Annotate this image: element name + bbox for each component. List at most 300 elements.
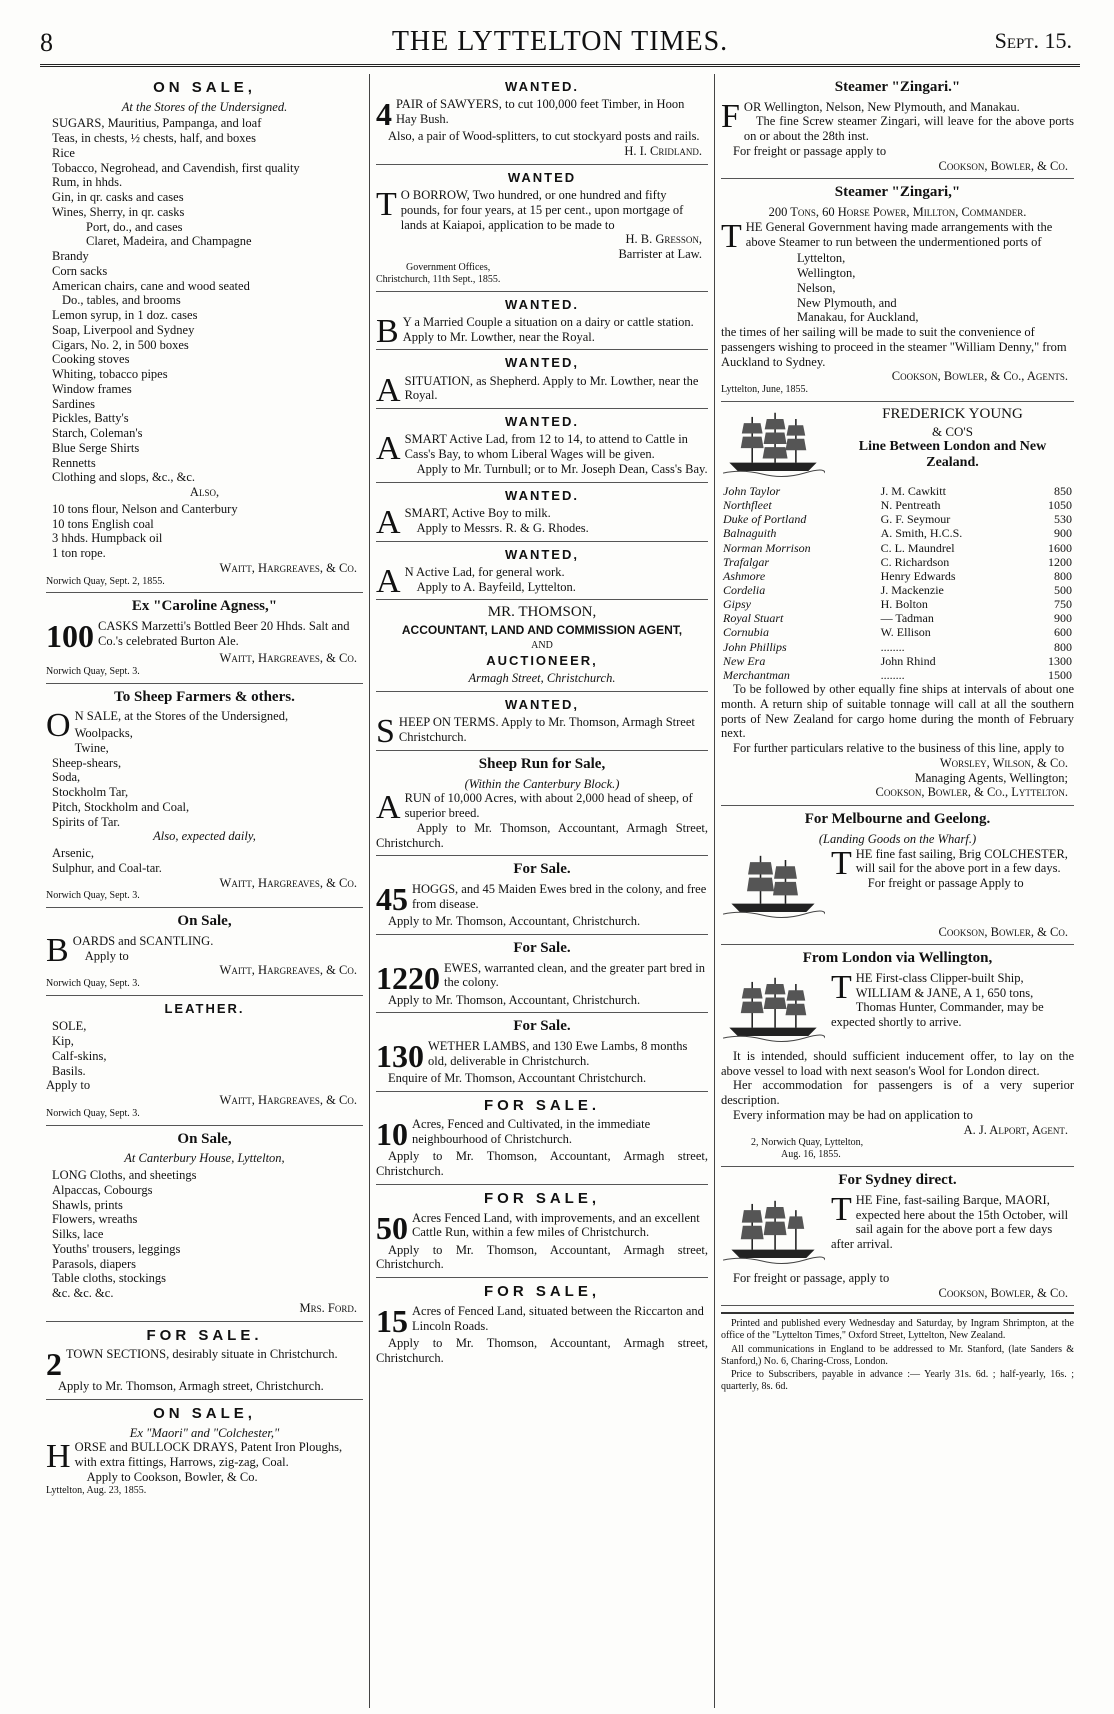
ad-body: Her accommodation for passengers is of a very superior description. — [721, 1078, 1074, 1108]
ad-apply: Apply to Mr. Thomson, Accountant, Christchurch. — [388, 992, 641, 1007]
list-item: Silks, lace — [52, 1227, 104, 1241]
ad-heading: ON SALE, — [153, 79, 256, 96]
list-item: Soap, Liverpool and Sydney — [52, 322, 195, 337]
ad-body: the times of her sailing will be made to suit the convenience of passengers wishing to proceed in the steamer "William Denny," from Auckland to Sydney. — [721, 325, 1067, 369]
ship-name: Balnaguith — [723, 526, 777, 541]
ad-body: Every information may be had on application to — [733, 1107, 973, 1122]
ad-subheading: Ex "Maori" and "Colchester," — [129, 1425, 280, 1440]
list-item: Rennetts — [52, 455, 96, 470]
advertiser-signature: Waitt, Hargreaves, & Co. — [219, 963, 357, 978]
list-item: Corn sacks — [52, 263, 108, 278]
ad-subheading: (Within the Canterbury Block.) — [464, 776, 620, 791]
ad-apply: Apply to — [84, 948, 129, 963]
ship-tonnage: 850 — [1054, 483, 1072, 498]
advertiser-signature: Waitt, Hargreaves, & Co. — [219, 1093, 357, 1108]
ad-boards — [46, 908, 363, 996]
ad-body: A RUN of 10,000 Acres, with about 2,000 head of sheep, of superior breed. — [376, 789, 693, 827]
imprint-text: Price to Subscribers, payable in advance :— Yearly 31s. 6d. ; half-yearly, 16s. ; quarterly, 8s. 6d. — [721, 1369, 1074, 1393]
list-item: Nelson, — [797, 280, 836, 295]
list-item: Stockholm Tar, — [52, 785, 129, 800]
ship-master: G. F. Seymour — [880, 512, 951, 527]
quantity-numeral: 1220 — [376, 959, 440, 996]
drop-cap: T — [721, 217, 742, 255]
ship-name: Ashmore — [723, 568, 766, 583]
list-item: Arsenic, — [52, 846, 94, 861]
list-item: Rum, in hhds. — [52, 175, 123, 190]
ad-apply: Apply to Cookson, Bowler, & Co. — [86, 1469, 258, 1484]
ad-heading: Steamer "Zingari," — [834, 184, 961, 201]
ship-master: H. Bolton — [880, 597, 928, 612]
ad-sheep-on-terms — [376, 692, 708, 751]
ship-name: Gipsy — [723, 597, 751, 612]
fleet-table — [721, 484, 1074, 682]
ad-body: To be followed by other equally fine ships at intervals of about one month. A return ship of suitable tonnage will call at all the southern ports of New Zealand for cargo home during the month of February next. — [721, 682, 1074, 741]
list-item: Basils. — [52, 1063, 86, 1078]
ad-frederick-young — [721, 402, 1074, 806]
ad-body: A SMART, Active Boy to milk. — [376, 504, 551, 542]
ad-apply: Apply to Mr. Thomson, Accountant, Armagh street, Christchurch. — [376, 1335, 708, 1365]
ad-apply: Apply to Messrs. R. & G. Rhodes. — [416, 520, 589, 535]
ad-place-date: Norwich Quay, Sept. 3. — [46, 890, 140, 902]
ad-london-wellington — [721, 945, 1074, 1167]
ship-name: John Phillips — [723, 639, 787, 654]
advertiser-signature: Waitt, Hargreaves, & Co. — [219, 560, 357, 575]
list-item: Lyttelton, — [797, 251, 846, 266]
page-number: 8 — [40, 28, 53, 57]
ad-town-sections — [46, 1322, 363, 1400]
ad-place: 2, Norwich Quay, Lyttelton, — [751, 1137, 864, 1149]
ad-zingari-2 — [721, 179, 1074, 401]
goods-list — [46, 846, 363, 876]
goods-list — [46, 726, 363, 829]
ad-heading: FOR SALE, — [483, 1189, 600, 1207]
ad-body: B Y a Married Couple a situation on a dairy or cattle station. Apply to Mr. Lowther, near the Royal. — [376, 312, 694, 350]
drop-cap: F — [721, 97, 740, 135]
ad-caroline-agness — [46, 593, 363, 683]
list-item: Parasols, diapers — [52, 1256, 137, 1271]
column-2 — [370, 74, 715, 1708]
ship-master: C. Richardson — [880, 554, 950, 569]
ad-apply: Apply to Mr. Thomson, Accountant, Armagh Street, Christchurch. — [376, 820, 708, 850]
ship-tonnage: 1050 — [1048, 498, 1072, 513]
list-item: Teas, in chests, ½ chests, half, and boxes — [52, 131, 256, 146]
ad-apply: Apply to Mr. Turnbull; or to Mr. Joseph Dean, Cass's Bay. — [416, 461, 708, 476]
ad-body: EWES, warranted clean, and the greater part bred in the colony. — [444, 960, 705, 990]
list-item: 10 tons English coal — [52, 516, 154, 531]
ad-apply: Enquire of Mr. Thomson, Accountant Christchurch. — [388, 1070, 647, 1085]
ad-heading: For Sale. — [513, 939, 571, 956]
ad-melbourne — [721, 806, 1074, 945]
ad-body: THE First-class Clipper-built Ship, WILLIAM & JANE, A 1, 650 tons, Thomas Hunter, Commander, may be expected shortly to arrive. — [831, 968, 1044, 1030]
advertiser-signature: Waitt, Hargreaves, & Co. — [219, 875, 357, 890]
ad-title: AUCTIONEER, — [486, 653, 598, 669]
ad-heading: WANTED. — [505, 79, 579, 94]
ad-body: It is intended, should sufficient inducement offer, to lay on the above vessel to load with next season's Wool for London direct. — [721, 1048, 1074, 1078]
list-item: 1 ton rope. — [52, 546, 106, 561]
list-item: Alpaccas, Cobourgs — [52, 1182, 153, 1197]
ad-ten-acres — [376, 1092, 708, 1185]
list-item: LONG Cloths, and sheetings — [52, 1168, 197, 1182]
ad-subheading: At Canterbury House, Lyttelton, — [124, 1151, 285, 1166]
list-item: Gin, in qr. casks and cases — [52, 190, 184, 205]
ad-heading: & CO'S — [932, 423, 973, 439]
column-3 — [715, 74, 1080, 1708]
ad-place-date: Norwich Quay, Sept. 3. — [46, 1107, 140, 1119]
ship-name: Duke of Portland — [723, 512, 807, 527]
advertiser-signature: Cookson, Bowler, & Co., Lyttelton. — [875, 785, 1068, 800]
ship-master: John Rhind — [880, 653, 936, 668]
list-item: Pitch, Stockholm and Coal, — [52, 799, 190, 814]
ship-name: Merchantman — [723, 667, 790, 682]
ad-active-lad — [376, 409, 708, 483]
ad-horse-drays — [46, 1400, 363, 1501]
ad-heading: WANTED. — [505, 296, 579, 312]
ship-master: C. L. Maundrel — [880, 540, 955, 555]
ad-subheading: (Landing Goods on the Wharf.) — [818, 831, 977, 846]
ship-name: New Era — [723, 653, 766, 668]
ad-heading: For Melbourne and Geelong. — [804, 811, 991, 828]
drop-cap: T — [376, 186, 397, 224]
advertiser-signature: Cookson, Bowler, & Co., Agents. — [891, 369, 1068, 384]
ad-heading: On Sale, — [177, 913, 232, 930]
ad-body: HOGGS, and 45 Maiden Ewes bred in the colony, and free from disease. — [412, 882, 707, 911]
ad-body: A SITUATION, as Shepherd. Apply to Mr. Lowther, near the Royal. — [376, 371, 699, 409]
ad-body: The fine Screw steamer Zingari, will leave for the above ports on or about the 28th inst. — [743, 114, 1074, 144]
ad-general-work — [376, 542, 708, 601]
list-item: Clothing and slops, &c., &c. — [52, 470, 196, 485]
table-row — [721, 597, 1074, 611]
ship-illustration — [721, 1195, 825, 1269]
quantity-numeral: 50 — [376, 1209, 408, 1246]
ad-body: FOR Wellington, Nelson, New Plymouth, and Manakau. — [721, 97, 1020, 135]
table-row — [721, 569, 1074, 583]
list-item: SUGARS, Mauritius, Pampanga, and loaf — [52, 116, 262, 131]
list-item: Wellington, — [797, 266, 856, 281]
table-row — [721, 484, 1074, 498]
ship-tonnage: 1300 — [1048, 653, 1072, 668]
list-item: Kip, — [52, 1034, 74, 1049]
ad-stores-on-sale — [46, 74, 363, 593]
list-item: Spirits of Tar. — [52, 814, 120, 829]
ship-master: J. M. Cawkitt — [880, 483, 946, 498]
list-item: Shawls, prints — [52, 1197, 123, 1212]
ship-tonnage: 1600 — [1048, 540, 1072, 555]
ship-master: A. Smith, H.C.S. — [880, 526, 963, 541]
ad-body: Acres Fenced Land, with improvements, and an excellent Cattle Run, within a few miles of Christchurch. — [412, 1210, 700, 1240]
issue-date: Sept. 15. — [994, 28, 1072, 53]
advertiser-signature: Worsley, Wilson, & Co. — [939, 755, 1068, 770]
ship-illustration — [721, 408, 825, 482]
ad-body: THE fine fast sailing, Brig COLCHESTER, will sail for the above port in a few days. — [831, 844, 1068, 882]
ship-tonnage: 800 — [1054, 639, 1072, 654]
drop-cap: A — [376, 562, 401, 600]
ship-illustration — [721, 849, 825, 923]
ad-apply: Apply to — [46, 1078, 91, 1093]
masthead — [40, 18, 1080, 67]
ad-body: PAIR of SAWYERS, to cut 100,000 feet Timber, in Hoon Hay Bush. — [396, 97, 685, 127]
ad-date: Aug. 16, 1855. — [781, 1149, 841, 1161]
quantity-numeral: 130 — [376, 1037, 424, 1074]
list-item: Claret, Madeira, and Champagne — [86, 234, 252, 249]
drop-cap: B — [46, 931, 69, 969]
ad-subheading: At the Stores of the Undersigned. — [121, 99, 288, 114]
ad-subheading: 200 Tons, 60 Horse Power, Millton, Commander. — [768, 205, 1027, 220]
ad-canterbury-house — [46, 1126, 363, 1322]
ad-heading: WANTED. — [505, 487, 579, 503]
ad-place: Government Offices, — [406, 261, 491, 273]
ad-place-date: Lyttelton, June, 1855. — [721, 384, 808, 396]
table-row — [721, 640, 1074, 654]
list-item: SOLE, — [52, 1019, 87, 1034]
list-item: Starch, Coleman's — [52, 426, 143, 441]
drop-cap: S — [376, 713, 395, 751]
list-item: Blue Serge Shirts — [52, 440, 140, 455]
list-item: New Plymouth, and — [797, 295, 897, 310]
list-item: Soda, — [52, 770, 81, 785]
ship-tonnage: 800 — [1054, 568, 1072, 583]
drop-cap: A — [376, 430, 401, 468]
table-row — [721, 526, 1074, 540]
ad-place-date: Norwich Quay, Sept. 3. — [46, 665, 140, 677]
ad-heading: WANTED, — [505, 546, 579, 562]
printer-imprint — [721, 1312, 1074, 1393]
ship-master: ........ — [880, 667, 905, 682]
ad-body: CASKS Marzetti's Bottled Beer 20 Hhds. Salt and Co.'s celebrated Burton Ale. — [98, 619, 350, 648]
list-item: Do., tables, and brooms — [62, 293, 181, 308]
list-item: Table cloths, stockings — [52, 1271, 167, 1286]
ad-body: T O BORROW, Two hundred, or one hundred and fifty pounds, for four years, at 15 per cent., upon mortgage of lands at Kaiapoi, application to be made to — [376, 186, 684, 232]
ad-place-date: Norwich Quay, Sept. 3. — [46, 978, 140, 990]
table-row — [721, 498, 1074, 512]
ship-name: Trafalgar — [723, 554, 770, 569]
ad-place-date: Lyttelton, Aug. 23, 1855. — [46, 1484, 147, 1496]
list-item: Cooking stoves — [52, 352, 130, 367]
ad-heading: ON SALE, — [153, 1404, 256, 1422]
table-row — [721, 611, 1074, 625]
newspaper-title: THE LYTTELTON TIMES. — [391, 26, 729, 57]
list-item: Calf-skins, — [52, 1048, 107, 1063]
quantity-numeral: 15 — [376, 1302, 408, 1339]
advertiser-title: Barrister at Law. — [618, 247, 702, 262]
ad-shepherd — [376, 350, 708, 409]
drop-cap: A — [376, 789, 401, 827]
advertiser-title: Managing Agents, Wellington; — [914, 770, 1068, 785]
ship-name: Norman Morrison — [723, 540, 811, 555]
list-item: 10 tons flour, Nelson and Canterbury — [52, 501, 238, 516]
ship-tonnage: 1200 — [1048, 554, 1072, 569]
ad-sawyers — [376, 74, 708, 165]
ad-hoggs — [376, 856, 708, 934]
ad-apply: Apply to Mr. Thomson, Accountant, Armagh street, Christchurch. — [376, 1149, 708, 1179]
drop-cap: A — [376, 504, 401, 542]
column-1 — [40, 74, 370, 1708]
table-row — [721, 625, 1074, 639]
drop-cap: O — [46, 707, 71, 745]
list-item: Lemon syrup, in 1 doz. cases — [52, 308, 198, 323]
advertiser-signature: A. J. Alport, Agent. — [963, 1122, 1068, 1137]
ad-body: THE Fine, fast-sailing Barque, MAORI, expected here about the 15th October, will sail again for the above port a few days after arrival. — [831, 1190, 1069, 1252]
ship-master: ........ — [880, 639, 905, 654]
ad-heading: Sheep Run for Sale, — [478, 755, 606, 772]
ad-heading: FOR SALE. — [483, 1096, 600, 1114]
ad-body: SHEEP ON TERMS. Apply to Mr. Thomson, Armagh Street Christchurch. — [376, 713, 695, 751]
newspaper-page — [40, 18, 1080, 1708]
drop-cap: B — [376, 312, 399, 350]
table-row — [721, 583, 1074, 597]
ad-body: Acres of Fenced Land, situated between the Riccarton and Lincoln Roads. — [412, 1303, 704, 1333]
ad-heading: For Sale. — [513, 1018, 571, 1035]
ad-heading: WANTED. — [505, 414, 579, 430]
list-item: Port, do., and cases — [86, 219, 183, 234]
ad-body: For freight or passage apply to — [733, 143, 887, 158]
ad-apply: Apply to Mr. Thomson, Accountant, Christchurch. — [388, 914, 641, 929]
ship-name: Cornubia — [723, 625, 770, 640]
ad-address: Armagh Street, Christchurch. — [468, 671, 616, 686]
ship-tonnage: 1500 — [1048, 667, 1072, 682]
ad-body: WETHER LAMBS, and 130 Ewe Lambs, 8 months old, deliverable in Christchurch. — [428, 1038, 688, 1068]
advertiser-signature: Waitt, Hargreaves, & Co. — [219, 651, 357, 666]
ad-heading: FREDERICK YOUNG — [882, 405, 1023, 422]
ship-tonnage: 900 — [1054, 526, 1072, 541]
ad-body: Also, a pair of Wood-splitters, to cut stockyard posts and rails. — [388, 129, 700, 144]
list-item: Manakau, for Auckland, — [797, 310, 919, 325]
goods-list — [46, 116, 363, 485]
table-row — [721, 555, 1074, 569]
also-label: Also, expected daily, — [153, 829, 256, 844]
ad-heading: For Sale. — [513, 861, 571, 878]
list-item: Twine, — [74, 740, 109, 755]
ad-sheep-run — [376, 751, 708, 856]
quantity-numeral: 10 — [376, 1116, 408, 1153]
ship-name: Northfleet — [723, 498, 772, 513]
list-item: Wines, Sherry, in qr. casks — [52, 204, 185, 219]
ship-name: John Taylor — [723, 483, 781, 498]
list-item: Cigars, No. 2, in 500 boxes — [52, 337, 189, 352]
ship-tonnage: 900 — [1054, 611, 1072, 626]
list-item: Sulphur, and Coal-tar. — [52, 860, 162, 875]
ad-mr-thomson — [376, 600, 708, 692]
ship-master: W. Ellison — [880, 625, 931, 640]
list-item: Pickles, Batty's — [52, 411, 129, 426]
ad-place-date: Norwich Quay, Sept. 2, 1855. — [46, 575, 165, 587]
list-item: American chairs, cane and wood seated — [52, 278, 250, 293]
list-item: Flowers, wreaths — [52, 1212, 138, 1227]
list-item: 3 hhds. Humpback oil — [52, 531, 163, 546]
list-item: Rice — [52, 145, 75, 160]
ship-tonnage: 530 — [1054, 512, 1072, 527]
ad-fifty-acres — [376, 1185, 708, 1278]
list-item: Tobacco, Negrohead, and Cavendish, first quality — [52, 160, 300, 175]
ad-apply: Apply to Mr. Thomson, Armagh street, Christchurch. — [58, 1379, 324, 1394]
ship-name: Royal Stuart — [723, 611, 784, 626]
drop-cap: T — [831, 844, 852, 882]
ad-zingari-1 — [721, 74, 1074, 179]
imprint-text: Printed and published every Wednesday and Saturday, by Ingram Shrimpton, at the office of the "Lyttelton Times," Oxford Street, Lyttelton, New Zealand. — [721, 1318, 1074, 1342]
drop-cap: A — [376, 371, 401, 409]
ship-name: Cordelia — [723, 583, 766, 598]
ad-heading: LEATHER. — [164, 1000, 245, 1016]
ad-married-couple — [376, 292, 708, 351]
ad-leather — [46, 996, 363, 1126]
table-row — [721, 668, 1074, 682]
ship-tonnage: 500 — [1054, 583, 1072, 598]
ad-heading: WANTED, — [505, 355, 579, 371]
ad-heading: WANTED — [507, 169, 577, 185]
list-item: Brandy — [52, 249, 89, 264]
ad-heading: Ex "Caroline Agness," — [131, 598, 278, 615]
quantity-numeral: 4 — [376, 96, 392, 133]
table-row — [721, 512, 1074, 526]
ad-apply: Apply to Mr. Thomson, Accountant, Armagh street, Christchurch. — [376, 1242, 708, 1272]
ad-body: THE General Government having made arrangements with the above Steamer to run between the undermentioned ports of — [721, 217, 1053, 255]
ad-body: For further particulars relative to the business of this line, apply to — [733, 741, 1065, 756]
list-item: Window frames — [52, 381, 132, 396]
ad-body: Acres, Fenced and Cultivated, in the immediate neighbourhood of Christchurch. — [412, 1117, 651, 1147]
quantity-numeral: 2 — [46, 1346, 62, 1383]
table-row — [721, 541, 1074, 555]
ad-heading: FOR SALE. — [146, 1326, 263, 1344]
quantity-numeral: 100 — [46, 618, 94, 655]
list-item: &c. &c. &c. — [52, 1286, 114, 1300]
ad-heading: For Sydney direct. — [838, 1172, 957, 1189]
ship-master: Henry Edwards — [880, 568, 956, 583]
drop-cap: H — [46, 1438, 71, 1476]
ship-tonnage: 750 — [1054, 597, 1072, 612]
drop-cap: T — [831, 1190, 852, 1228]
also-label: Also, — [189, 485, 220, 500]
list-item: Sheep-shears, — [52, 755, 122, 770]
ad-sydney — [721, 1167, 1074, 1306]
ad-heading: WANTED, — [505, 697, 579, 713]
also-list — [46, 502, 363, 561]
ad-body: A N Active Lad, for general work. — [376, 562, 565, 600]
ad-body: BOARDS and SCANTLING. — [46, 931, 214, 969]
quantity-numeral: 45 — [376, 881, 408, 918]
advertiser-signature: H. I. Cridland. — [624, 144, 702, 159]
advertiser-signature: Mrs. Ford. — [299, 1300, 357, 1315]
ad-milk-boy — [376, 483, 708, 542]
ship-illustration — [721, 973, 825, 1047]
ad-fifteen-acres — [376, 1278, 708, 1370]
ship-tonnage: 600 — [1054, 625, 1072, 640]
ad-heading: On Sale, — [177, 1130, 232, 1147]
ad-apply: Apply to A. Bayfeild, Lyttelton. — [416, 579, 576, 594]
list-item: Whiting, tobacco pipes — [52, 367, 168, 382]
ad-and: AND — [531, 640, 553, 652]
ad-to-borrow — [376, 165, 708, 292]
table-row — [721, 654, 1074, 668]
goods-list — [46, 1168, 363, 1301]
list-item: Sardines — [52, 396, 96, 411]
goods-list — [46, 1019, 363, 1078]
ship-master: — Tadman — [880, 611, 934, 626]
ad-ewes — [376, 935, 708, 1013]
imprint-text: All communications in England to be addressed to Mr. Stanford, (late Sanders & Stanford,) No. 6, Charing-Cross, London. — [721, 1343, 1074, 1367]
ad-heading: Line Between London and New Zealand. — [858, 438, 1047, 471]
ad-sheep-farmers — [46, 684, 363, 908]
ad-body: A SMART Active Lad, from 12 to 14, to attend to Cattle in Cass's Bay, to whom Liberal Wages will be given. — [376, 430, 688, 468]
advertiser-signature: Cookson, Bowler, & Co. — [938, 158, 1068, 173]
drop-cap: T — [831, 968, 852, 1006]
ad-heading: From London via Wellington, — [802, 950, 993, 967]
list-item: Woolpacks, — [74, 726, 133, 741]
ad-wether-lambs — [376, 1013, 708, 1091]
ad-body: HORSE and BULLOCK DRAYS, Patent Iron Ploughs, with extra fittings, Harrows, zig-zag, Coal. — [46, 1438, 343, 1476]
ad-place-date: Christchurch, 11th Sept., 1855. — [376, 273, 501, 285]
ad-body: O N SALE, at the Stores of the Undersigned, — [46, 707, 289, 745]
ad-body: For freight or passage, apply to — [733, 1270, 890, 1285]
list-item: Youths' trousers, leggings — [52, 1241, 181, 1256]
